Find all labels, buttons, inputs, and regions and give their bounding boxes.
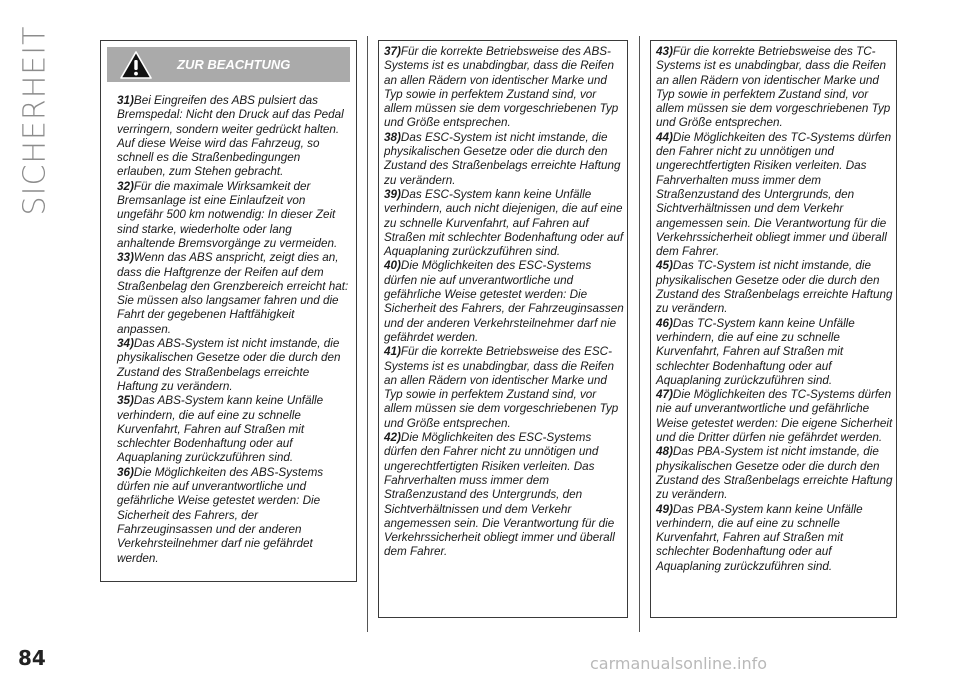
- note-item: [656, 445, 893, 502]
- note-item: [656, 317, 893, 388]
- note-text: Das ABS-System ist nicht imstande, die physikalischen Gesetze oder die durch den Zustand des Straßenbelags erreichte Haftung zu verändern.: [117, 337, 341, 393]
- note-item: [117, 251, 350, 337]
- note-number: 49): [656, 502, 673, 516]
- note-number: 34): [117, 337, 134, 351]
- notes-column-middle: [378, 40, 628, 618]
- note-item: [656, 45, 893, 131]
- note-text: Für die korrekte Betriebsweise des ESC-Systems ist es unabdingbar, dass die Reifen an allen Rädern von identischer Marke und Typ sowie in perfektem Zustand sind, vor allem müssen sie dem vorgeschriebenen Typ und Größe entsprechen.: [384, 345, 619, 430]
- note-text: Das TC-System ist nicht imstande, die physikalischen Gesetze oder die durch den Zustand des Straßenbelags erreichte Haftung zu verändern.: [656, 259, 893, 316]
- section-title: [8, 25, 62, 215]
- note-number: 47): [656, 388, 673, 402]
- warning-box: [100, 40, 357, 582]
- note-number: 45): [656, 259, 673, 273]
- note-item: [384, 131, 624, 188]
- note-number: 42): [384, 431, 401, 445]
- note-item: [656, 388, 893, 445]
- note-number: 39): [384, 187, 401, 201]
- note-number: 48): [656, 445, 673, 459]
- page-number: 84: [18, 646, 46, 670]
- note-text: Für die korrekte Betriebsweise des TC-Systems ist es unabdingbar, dass die Reifen an allen Rädern von identischer Marke und Typ sowie in perfektem Zustand sind, vor allem müssen sie dem vorgeschriebenen Typ und Größe entsprechen.: [656, 45, 891, 130]
- note-text: Das TC-System kann keine Unfälle verhindern, die auf eine zu schnelle Kurvenfahrt, Fahren auf Straßen mit schlechter Bodenhaftung oder auf Aquaplaning zurückzuführen sind.: [656, 316, 855, 387]
- note-item: [384, 431, 624, 560]
- note-item: [117, 180, 350, 251]
- notes-column-right: [650, 40, 897, 618]
- column-divider: [367, 36, 368, 632]
- note-item: [384, 259, 624, 345]
- section-title-text: SICHERHEIT: [17, 25, 53, 215]
- note-number: 32): [117, 179, 134, 193]
- footer-watermark: carmanualsonline.info: [590, 654, 768, 673]
- note-item: [384, 345, 624, 431]
- note-text: Die Möglichkeiten des TC-Systems dürfen nie auf unverantwortliche und gefährliche Weise getestet werden: Die eigene Sicherheit und die Dritter dürfen nie gefährdet werden.: [656, 388, 893, 445]
- note-text: Wenn das ABS anspricht, zeigt dies an, dass die Haftgrenze der Reifen auf dem Straßenbelag den Grenzbereich erreicht hat: Sie müssen also langsamer fahren und die Fahrt der gegebenen Haftfähigkeit anpassen.: [117, 251, 349, 336]
- note-item: [117, 337, 350, 394]
- note-item: [117, 466, 350, 566]
- note-number: 38): [384, 130, 401, 144]
- note-number: 37): [384, 45, 401, 58]
- note-text: Das PBA-System kann keine Unfälle verhindern, die auf eine zu schnelle Kurvenfahrt, Fahren auf Straßen mit schlechter Bodenhaftung oder auf Aquaplaning zurückzuführen sind.: [656, 502, 863, 573]
- note-text: Für die korrekte Betriebsweise des ABS-Systems ist es unabdingbar, dass die Reifen an allen Rädern von identischer Marke und Typ sowie in perfektem Zustand sind, vor allem müssen sie dem vorgeschriebenen Typ und Größe entsprechen.: [384, 45, 619, 130]
- note-number: 43): [656, 45, 673, 58]
- note-item: [117, 94, 350, 180]
- note-item: [384, 188, 624, 259]
- warning-banner: [107, 47, 350, 82]
- note-item: [384, 45, 624, 131]
- note-text: Die Möglichkeiten des ABS-Systems dürfen nie auf unverantwortliche und gefährliche Weise getestet werden: Die Sicherheit des Fahrers, der Fahrzeuginsassen und der anderen Verkehrsteilnehmer darf nie gefährdet werden.: [117, 465, 324, 565]
- column-divider: [639, 36, 640, 632]
- note-number: 41): [384, 345, 401, 359]
- note-number: 44): [656, 130, 673, 144]
- note-item: [656, 131, 893, 260]
- note-number: 36): [117, 465, 134, 479]
- note-text: Die Möglichkeiten des ESC-Systems dürfen den Fahrer nicht zu unnötigen und ungerechtfertigten Risiken verleiten. Das Fahrverhalten muss immer dem Straßenzustand des Untergrunds, den Sichtverhältnissen und dem Verkehr angemessen sein. Die Verantwortung für die Verkehrssicherheit obliegt immer und überall dem Fahrer.: [384, 431, 615, 559]
- note-item: [656, 503, 893, 574]
- warning-triangle-icon: [119, 50, 153, 80]
- note-item: [117, 394, 350, 465]
- note-number: 33): [117, 251, 134, 265]
- note-text: Die Möglichkeiten des TC-Systems dürfen den Fahrer nicht zu unnötigen und ungerechtfertigten Risiken verleiten. Das Fahrverhalten muss immer dem Straßenzustand des Untergrunds, den Sichtverhältnissen und dem Verkehr angemessen sein. Die Verantwortung für die Verkehrssicherheit obliegt immer und überall dem Fahrer.: [656, 130, 892, 259]
- note-number: 40): [384, 259, 401, 273]
- warning-title: ZUR BEACHTUNG: [177, 57, 291, 72]
- note-number: 46): [656, 316, 673, 330]
- note-text: Das ESC-System kann keine Unfälle verhindern, auch nicht diejenigen, die auf eine zu schnelle Kurvenfahrt, auf Fahren auf Straßen mit schlechter Bodenhaftung oder auf Aquaplaning zurückzuführen sind.: [384, 187, 624, 259]
- note-number: 35): [117, 394, 134, 408]
- note-text: Für die maximale Wirksamkeit der Bremsanlage ist eine Einlaufzeit von ungefähr 500 km notwendig: In dieser Zeit sind starke, wiederholte oder lang anhaltende Bremsvorgänge zu vermeiden.: [117, 179, 338, 250]
- note-text: Das ESC-System ist nicht imstande, die physikalischen Gesetze oder die durch den Zustand des Straßenbelags erreichte Haftung zu verändern.: [384, 130, 621, 187]
- note-item: [656, 259, 893, 316]
- note-number: 31): [117, 94, 134, 107]
- note-text: Bei Eingreifen des ABS pulsiert das Bremspedal: Nicht den Druck auf das Pedal verringern, sondern weiter gedrückt halten. Auf diese Weise wird das Fahrzeug, so schnell es die Straßenbedingungen erlauben, zum Stehen gebracht.: [117, 94, 344, 179]
- note-text: Die Möglichkeiten des ESC-Systems dürfen nie auf unverantwortliche und gefährliche Weise getestet werden: Die Sicherheit des Fahrers, der Fahrzeuginsassen und der anderen Verkehrsteilnehmer darf nie gefährdet werden.: [384, 259, 624, 344]
- note-text: Das ABS-System kann keine Unfälle verhindern, die auf eine zu schnelle Kurvenfahrt, Fahren auf Straßen mit schlechter Bodenhaftung oder auf Aquaplaning zurückzuführen sind.: [117, 394, 324, 465]
- note-text: Das PBA-System ist nicht imstande, die physikalischen Gesetze oder die durch den Zustand des Straßenbelags erreichte Haftung zu verändern.: [656, 445, 893, 502]
